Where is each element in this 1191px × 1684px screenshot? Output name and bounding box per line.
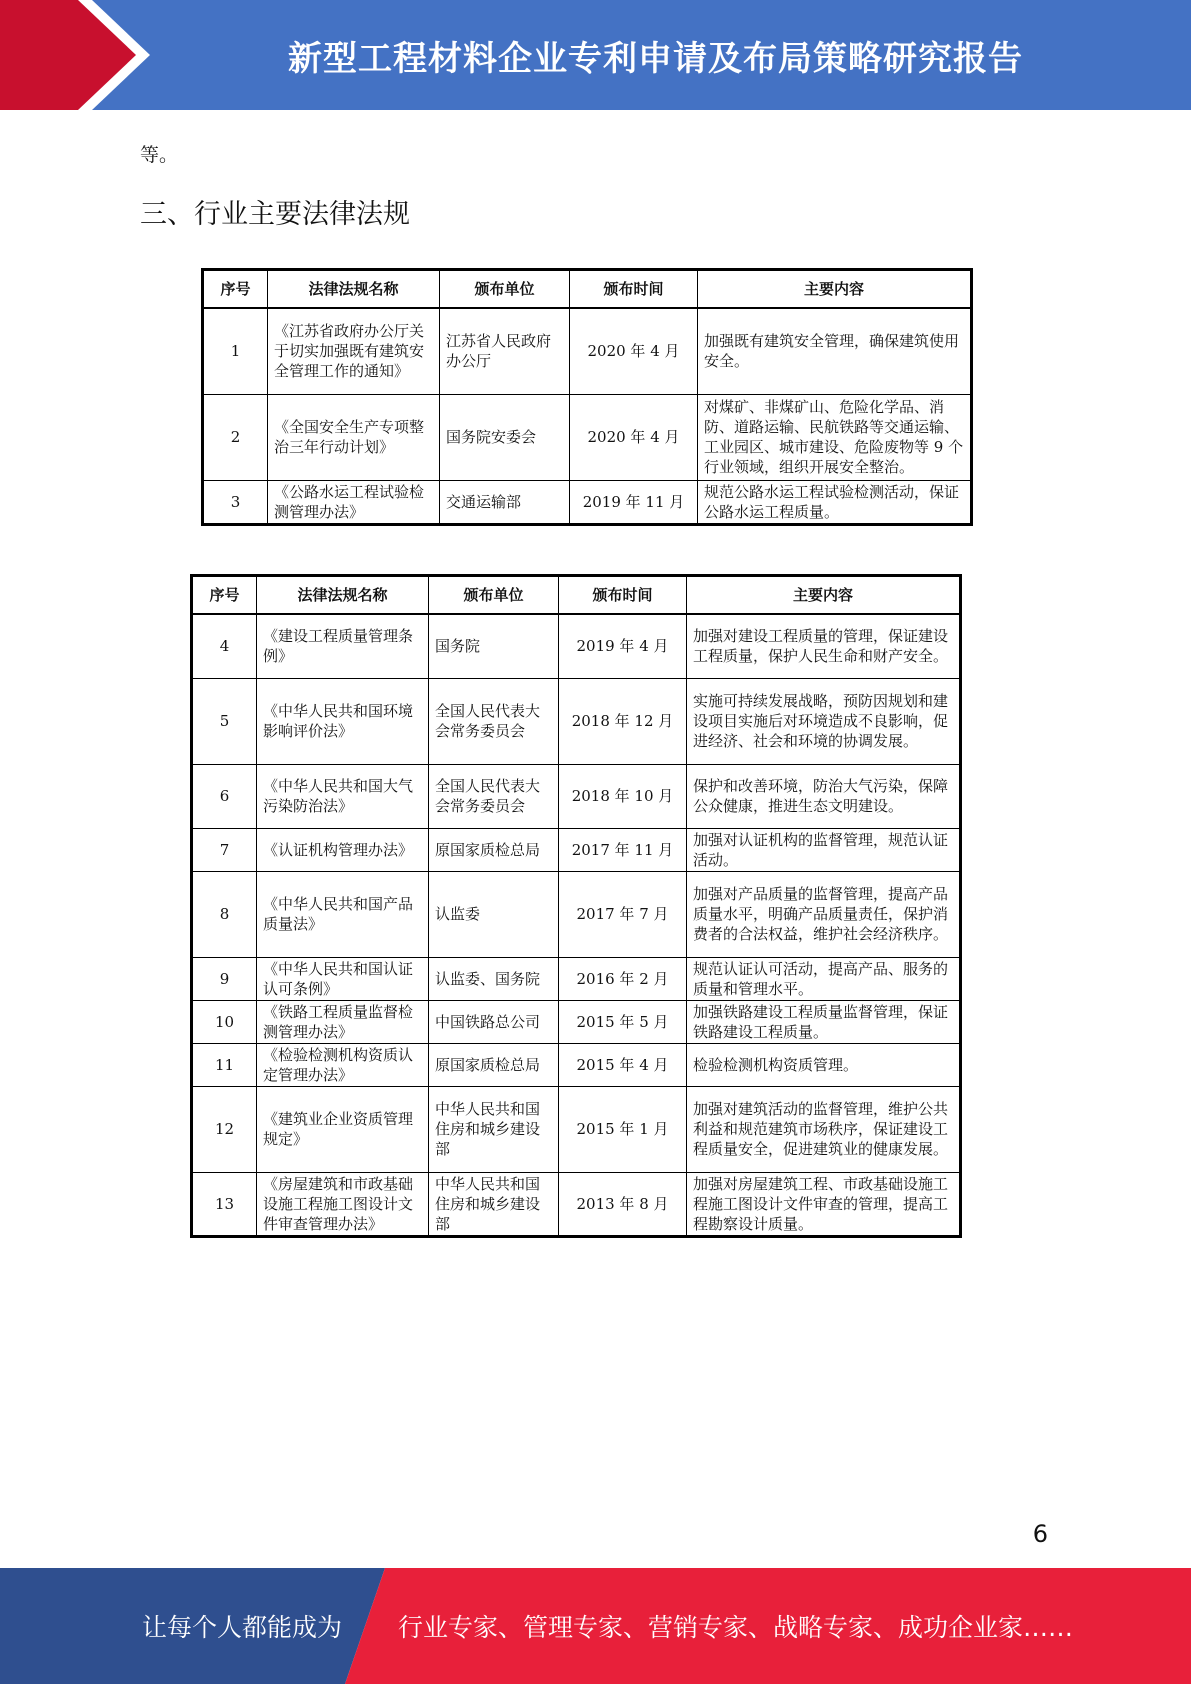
row-name: 《中华人民共和国产品质量法》 xyxy=(257,871,429,957)
chevron-decoration-icon xyxy=(0,0,160,110)
row-content: 规范认证认可活动，提高产品、服务的质量和管理水平。 xyxy=(687,957,961,1000)
footer-slogan-right: 行业专家、管理专家、营销专家、战略专家、成功企业家…… xyxy=(398,1613,1074,1642)
table-row xyxy=(192,678,961,764)
header-issuer: 颁布单位 xyxy=(429,576,559,615)
row-date: 2013 年 8 月 xyxy=(559,1172,687,1236)
table-row xyxy=(203,480,972,524)
row-name: 《公路水运工程试验检测管理办法》 xyxy=(268,480,440,524)
row-seq: 10 xyxy=(192,1000,257,1043)
row-issuer: 中华人民共和国住房和城乡建设部 xyxy=(429,1172,559,1236)
row-date: 2017 年 11 月 xyxy=(559,828,687,871)
row-date: 2019 年 4 月 xyxy=(559,614,687,678)
row-content: 对煤矿、非煤矿山、危险化学品、消防、道路运输、民航铁路等交通运输、工业园区、城市建设、危险废物等 9 个行业领域，组织开展安全整治。 xyxy=(698,394,972,480)
row-issuer: 中国铁路总公司 xyxy=(429,1000,559,1043)
table-row xyxy=(192,871,961,957)
table-row xyxy=(192,764,961,828)
row-issuer: 认监委、国务院 xyxy=(429,957,559,1000)
row-issuer: 江苏省人民政府办公厅 xyxy=(440,308,570,394)
section-heading: 三、行业主要法律法规 xyxy=(140,199,410,230)
row-content: 加强对产品质量的监督管理，提高产品质量水平，明确产品质量责任，保护消费者的合法权益，维护社会经济秩序。 xyxy=(687,871,961,957)
page-number: 6 xyxy=(1032,1520,1048,1548)
footer-banner xyxy=(0,1568,1191,1684)
row-date: 2015 年 5 月 xyxy=(559,1000,687,1043)
table-row xyxy=(203,394,972,480)
row-content: 检验检测机构资质管理。 xyxy=(687,1043,961,1086)
footer-slogan-left: 让每个人都能成为 xyxy=(142,1613,343,1642)
header-banner xyxy=(0,0,1191,110)
row-content: 加强既有建筑安全管理，确保建筑使用安全。 xyxy=(698,308,972,394)
row-seq: 13 xyxy=(192,1172,257,1236)
row-date: 2015 年 1 月 xyxy=(559,1086,687,1172)
row-content: 保护和改善环境，防治大气污染，保障公众健康，推进生态文明建设。 xyxy=(687,764,961,828)
row-seq: 11 xyxy=(192,1043,257,1086)
row-name: 《检验检测机构资质认定管理办法》 xyxy=(257,1043,429,1086)
row-issuer: 中华人民共和国住房和城乡建设部 xyxy=(429,1086,559,1172)
header-date: 颁布时间 xyxy=(570,270,698,309)
row-content: 实施可持续发展战略，预防因规划和建设项目实施后对环境造成不良影响，促进经济、社会和环境的协调发展。 xyxy=(687,678,961,764)
row-name: 《建筑业企业资质管理规定》 xyxy=(257,1086,429,1172)
row-content: 加强对建设工程质量的管理，保证建设工程质量，保护人民生命和财产安全。 xyxy=(687,614,961,678)
row-name: 《中华人民共和国环境影响评价法》 xyxy=(257,678,429,764)
row-date: 2018 年 12 月 xyxy=(559,678,687,764)
table-row xyxy=(192,1172,961,1236)
document-title: 新型工程材料企业专利申请及布局策略研究报告 xyxy=(288,38,1023,79)
row-date: 2018 年 10 月 xyxy=(559,764,687,828)
row-issuer: 交通运输部 xyxy=(440,480,570,524)
row-name: 《中华人民共和国认证认可条例》 xyxy=(257,957,429,1000)
row-content: 规范公路水运工程试验检测活动，保证公路水运工程质量。 xyxy=(698,480,972,524)
law-table-2 xyxy=(190,574,962,1238)
row-name: 《江苏省政府办公厅关于切实加强既有建筑安全管理工作的通知》 xyxy=(268,308,440,394)
row-issuer: 全国人民代表大会常务委员会 xyxy=(429,678,559,764)
row-seq: 3 xyxy=(203,480,268,524)
table-row xyxy=(203,308,972,394)
header-content: 主要内容 xyxy=(687,576,961,615)
row-date: 2015 年 4 月 xyxy=(559,1043,687,1086)
row-content: 加强对房屋建筑工程、市政基础设施工程施工图设计文件审查的管理，提高工程勘察设计质量。 xyxy=(687,1172,961,1236)
row-content: 加强对建筑活动的监督管理，维护公共利益和规范建筑市场秩序，保证建设工程质量安全，促进建筑业的健康发展。 xyxy=(687,1086,961,1172)
row-issuer: 认监委 xyxy=(429,871,559,957)
row-date: 2019 年 11 月 xyxy=(570,480,698,524)
row-content: 加强对认证机构的监督管理，规范认证活动。 xyxy=(687,828,961,871)
intro-text: 等。 xyxy=(140,144,179,166)
row-issuer: 国务院安委会 xyxy=(440,394,570,480)
table-row xyxy=(192,957,961,1000)
header-seq: 序号 xyxy=(203,270,268,309)
header-issuer: 颁布单位 xyxy=(440,270,570,309)
row-issuer: 原国家质检总局 xyxy=(429,1043,559,1086)
law-table-1 xyxy=(201,268,973,526)
header-date: 颁布时间 xyxy=(559,576,687,615)
row-issuer: 原国家质检总局 xyxy=(429,828,559,871)
table-row xyxy=(192,1086,961,1172)
row-date: 2017 年 7 月 xyxy=(559,871,687,957)
row-date: 2020 年 4 月 xyxy=(570,308,698,394)
header-seq: 序号 xyxy=(192,576,257,615)
row-name: 《认证机构管理办法》 xyxy=(257,828,429,871)
row-issuer: 国务院 xyxy=(429,614,559,678)
header-name: 法律法规名称 xyxy=(257,576,429,615)
row-issuer: 全国人民代表大会常务委员会 xyxy=(429,764,559,828)
header-name: 法律法规名称 xyxy=(268,270,440,309)
table-header-row xyxy=(203,270,972,309)
row-seq: 9 xyxy=(192,957,257,1000)
row-seq: 7 xyxy=(192,828,257,871)
header-content: 主要内容 xyxy=(698,270,972,309)
row-date: 2020 年 4 月 xyxy=(570,394,698,480)
table-row xyxy=(192,1000,961,1043)
row-seq: 6 xyxy=(192,764,257,828)
row-seq: 5 xyxy=(192,678,257,764)
table-row xyxy=(192,1043,961,1086)
row-name: 《全国安全生产专项整治三年行动计划》 xyxy=(268,394,440,480)
row-date: 2016 年 2 月 xyxy=(559,957,687,1000)
row-name: 《中华人民共和国大气污染防治法》 xyxy=(257,764,429,828)
row-name: 《铁路工程质量监督检测管理办法》 xyxy=(257,1000,429,1043)
row-name: 《房屋建筑和市政基础设施工程施工图设计文件审查管理办法》 xyxy=(257,1172,429,1236)
row-content: 加强铁路建设工程质量监督管理，保证铁路建设工程质量。 xyxy=(687,1000,961,1043)
row-name: 《建设工程质量管理条例》 xyxy=(257,614,429,678)
row-seq: 8 xyxy=(192,871,257,957)
row-seq: 12 xyxy=(192,1086,257,1172)
table-header-row xyxy=(192,576,961,615)
row-seq: 4 xyxy=(192,614,257,678)
row-seq: 1 xyxy=(203,308,268,394)
row-seq: 2 xyxy=(203,394,268,480)
table-row xyxy=(192,614,961,678)
table-row xyxy=(192,828,961,871)
